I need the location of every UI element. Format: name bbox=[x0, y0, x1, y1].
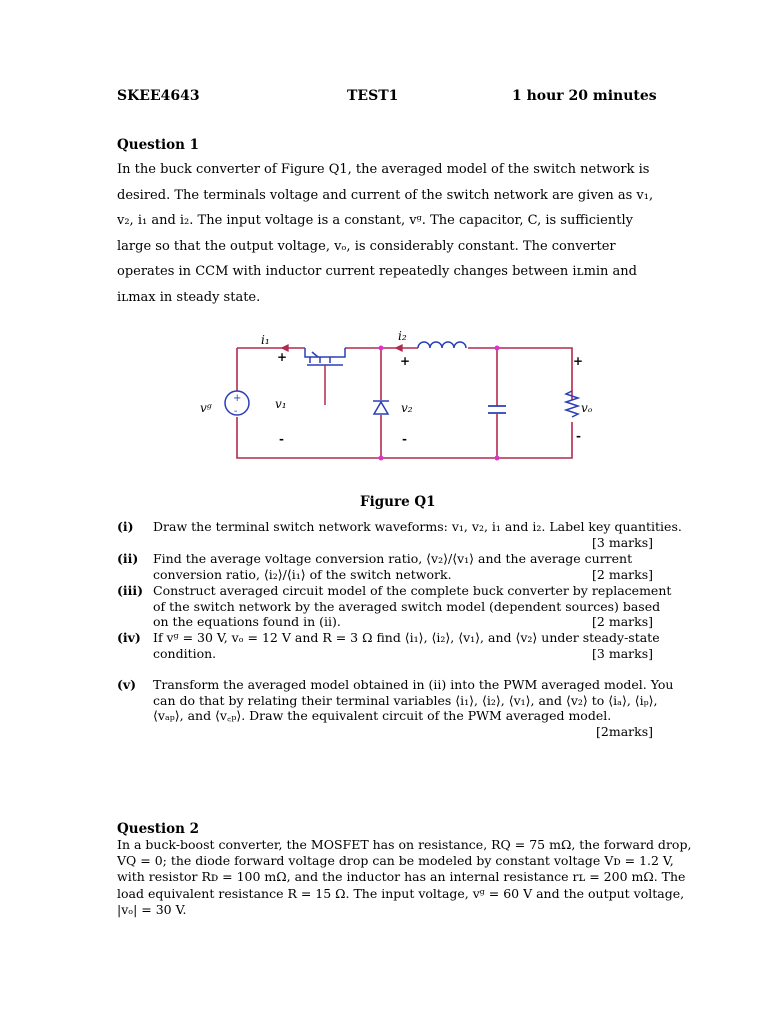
sub-question-line: ⟨vₐₚ⟩, and ⟨v꜀ₚ⟩. Draw the equivalent circuit of the PWM averaged model. bbox=[153, 708, 612, 723]
sub-question-line: condition. bbox=[153, 645, 217, 661]
q2-line: VQ = 0; the diode forward voltage drop can be modeled by constant voltage Vᴅ = 1.2 V, bbox=[117, 853, 674, 869]
sub-question-line: Transform the averaged model obtained in (ii) into the PWM averaged model. You bbox=[153, 677, 674, 692]
sub-question-line: Construct averaged circuit model of the complete buck converter by replacement bbox=[153, 583, 672, 598]
svg-text:+: + bbox=[233, 393, 242, 404]
intro-line: In the buck converter of Figure Q1, the averaged model of the switch network is bbox=[117, 162, 650, 177]
figure-q1-circuit bbox=[190, 325, 610, 474]
sub-question-line: of the switch network by the averaged switch model (dependent sources) based bbox=[153, 598, 661, 614]
sub-question-line: Draw the terminal switch network waveforms: v₁, v₂, i₁ and i₂. Label key quantities. bbox=[153, 519, 682, 534]
test-duration: 1 hour 20 minutes bbox=[512, 88, 657, 104]
label-vg: vᵍ bbox=[200, 401, 212, 415]
label-vo-plus: + bbox=[573, 354, 584, 368]
sub-question-line: on the equations found in (ii). bbox=[153, 614, 341, 629]
svg-text:-: - bbox=[234, 406, 238, 417]
label-v2-minus: - bbox=[402, 432, 407, 446]
sub-question-number: (v) bbox=[117, 677, 137, 692]
label-v1-minus: - bbox=[279, 432, 284, 446]
intro-line: desired. The terminals voltage and current of the switch network are given as v₁, bbox=[117, 187, 653, 203]
label-i2: i₂ bbox=[398, 329, 407, 343]
marks-badge: [3 marks] bbox=[592, 534, 653, 550]
marks-badge: [2 marks] bbox=[592, 566, 653, 582]
question-1-intro bbox=[117, 157, 653, 310]
diode-icon bbox=[373, 401, 389, 414]
mosfet-icon bbox=[305, 348, 345, 405]
inductor-icon bbox=[418, 342, 466, 348]
voltage-source-icon bbox=[225, 391, 249, 417]
label-vo-minus: - bbox=[576, 429, 581, 443]
intro-line: operates in CCM with inductor current repeatedly changes between iʟmin and bbox=[117, 264, 637, 279]
node-dots bbox=[379, 346, 500, 461]
label-v2: v₂ bbox=[401, 401, 413, 415]
question-2-body bbox=[117, 837, 692, 918]
label-v2-plus: + bbox=[400, 354, 411, 368]
course-code: SKEE4643 bbox=[117, 88, 200, 104]
question-1-title: Question 1 bbox=[117, 137, 200, 153]
intro-line: large so that the output voltage, vₒ, is considerably constant. The converter bbox=[117, 238, 616, 254]
marks-badge: [3 marks] bbox=[592, 645, 653, 661]
q2-line: with resistor Rᴅ = 100 mΩ, and the inductor has an internal resistance rʟ = 200 mΩ. The bbox=[117, 869, 686, 885]
intro-line: v₂, i₁ and i₂. The input voltage is a constant, vᵍ. The capacitor, C, is sufficiently bbox=[117, 213, 633, 228]
marks-badge: [2marks] bbox=[596, 723, 653, 739]
circuit-diagram bbox=[190, 325, 610, 470]
test-title: TEST1 bbox=[347, 88, 399, 104]
marks-badge: [2 marks] bbox=[592, 614, 653, 629]
q2-line: |vₒ| = 30 V. bbox=[117, 901, 187, 917]
sub-question-number: (ii) bbox=[117, 551, 139, 566]
sub-question-line: conversion ratio, ⟨i₂⟩/⟨i₁⟩ of the switch network. bbox=[153, 566, 452, 582]
sub-question-number: (i) bbox=[117, 519, 134, 534]
q2-line: load equivalent resistance R = 15 Ω. The input voltage, vᵍ = 60 V and the output voltage, bbox=[117, 885, 685, 901]
label-i1: i₁ bbox=[261, 333, 270, 347]
sub-question-line: can do that by relating their terminal variables ⟨i₁⟩, ⟨i₂⟩, ⟨v₁⟩, and ⟨v₂⟩ to ⟨iₐ⟩, ⟨iₚ⟩, bbox=[153, 692, 658, 708]
figure-q1-caption: Figure Q1 bbox=[360, 494, 436, 510]
question-2-title: Question 2 bbox=[117, 821, 200, 837]
label-vo: vₒ bbox=[581, 401, 593, 415]
sub-question-line: Find the average voltage conversion ratio, ⟨v₂⟩/⟨v₁⟩ and the average current bbox=[153, 551, 633, 566]
capacitor-icon bbox=[488, 406, 506, 413]
label-v1-plus: + bbox=[277, 350, 288, 364]
sub-question-number: (iv) bbox=[117, 630, 141, 645]
wire-top-right bbox=[468, 348, 572, 400]
intro-line: iʟmax in steady state. bbox=[117, 289, 261, 305]
q2-line: In a buck-boost converter, the MOSFET has on resistance, RQ = 75 mΩ, the forward drop, bbox=[117, 837, 692, 852]
sub-question-number: (iii) bbox=[117, 583, 144, 598]
label-v1: v₁ bbox=[275, 397, 287, 411]
sub-question-line: If vᵍ = 30 V, vₒ = 12 V and R = 3 Ω find ⟨i₁⟩, ⟨i₂⟩, ⟨v₁⟩, and ⟨v₂⟩ under steady-state bbox=[153, 630, 660, 645]
